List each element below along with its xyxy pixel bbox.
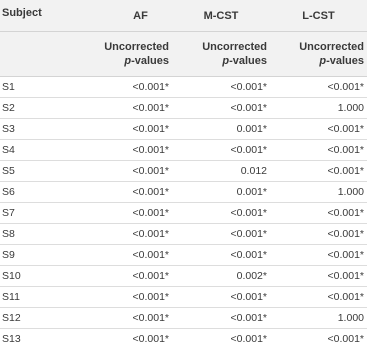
table-header [0, 0, 367, 77]
cell-subject: S11 [0, 287, 79, 308]
cell-mcst: <0.001* [172, 245, 270, 266]
cell-lcst: <0.001* [270, 119, 367, 140]
cell-af: <0.001* [79, 287, 172, 308]
cell-subject: S3 [0, 119, 79, 140]
cell-lcst: 1.000 [270, 308, 367, 329]
cell-af: <0.001* [79, 329, 172, 349]
cell-af: <0.001* [79, 119, 172, 140]
subheader-blank [0, 32, 79, 77]
subheader-rest: -values [326, 55, 364, 67]
cell-subject: S6 [0, 182, 79, 203]
cell-mcst: <0.001* [172, 77, 270, 98]
cell-mcst: 0.001* [172, 119, 270, 140]
subheader-line1: Uncorrected [202, 41, 267, 53]
subheader-p: p [222, 55, 229, 67]
cell-mcst: <0.001* [172, 308, 270, 329]
subheader-row [0, 32, 367, 77]
table-row [0, 266, 367, 287]
cell-af: <0.001* [79, 224, 172, 245]
table-row [0, 245, 367, 266]
cell-subject: S1 [0, 77, 79, 98]
cell-subject: S7 [0, 203, 79, 224]
cell-af: <0.001* [79, 182, 172, 203]
subheader-mcst [172, 32, 270, 77]
cell-af: <0.001* [79, 161, 172, 182]
cell-mcst: <0.001* [172, 224, 270, 245]
subheader-af [79, 32, 172, 77]
subheader-p: p [319, 55, 326, 67]
subheader-rest: -values [229, 55, 267, 67]
subheader-line1: Uncorrected [104, 41, 169, 53]
cell-subject: S4 [0, 140, 79, 161]
cell-subject: S13 [0, 329, 79, 349]
table-row [0, 308, 367, 329]
table-row [0, 140, 367, 161]
header-mcst: M-CST [172, 0, 270, 32]
cell-subject: S12 [0, 308, 79, 329]
cell-subject: S10 [0, 266, 79, 287]
cell-lcst: <0.001* [270, 329, 367, 349]
table-row [0, 203, 367, 224]
cell-lcst: <0.001* [270, 77, 367, 98]
cell-lcst: <0.001* [270, 266, 367, 287]
cell-af: <0.001* [79, 245, 172, 266]
cell-lcst: 1.000 [270, 98, 367, 119]
subheader-p: p [124, 55, 131, 67]
cell-af: <0.001* [79, 77, 172, 98]
cell-lcst: <0.001* [270, 245, 367, 266]
cell-af: <0.001* [79, 308, 172, 329]
cell-mcst: <0.001* [172, 329, 270, 349]
cell-lcst: 1.000 [270, 182, 367, 203]
cell-subject: S5 [0, 161, 79, 182]
cell-lcst: <0.001* [270, 161, 367, 182]
cell-mcst: <0.001* [172, 140, 270, 161]
table-row [0, 119, 367, 140]
table-row [0, 182, 367, 203]
cell-lcst: <0.001* [270, 224, 367, 245]
cell-mcst: 0.002* [172, 266, 270, 287]
table-body [0, 77, 367, 349]
cell-af: <0.001* [79, 203, 172, 224]
cell-mcst: 0.012 [172, 161, 270, 182]
table-row [0, 98, 367, 119]
subheader-lcst [270, 32, 367, 77]
cell-subject: S2 [0, 98, 79, 119]
subheader-rest: -values [131, 55, 169, 67]
cell-af: <0.001* [79, 266, 172, 287]
cell-mcst: <0.001* [172, 203, 270, 224]
table-row [0, 77, 367, 98]
table-row [0, 224, 367, 245]
header-subject: Subject [0, 0, 79, 32]
cell-lcst: <0.001* [270, 140, 367, 161]
cell-mcst: <0.001* [172, 98, 270, 119]
cell-mcst: 0.001* [172, 182, 270, 203]
table-row [0, 329, 367, 349]
table-row [0, 161, 367, 182]
cell-lcst: <0.001* [270, 203, 367, 224]
header-lcst: L-CST [270, 0, 367, 32]
cell-af: <0.001* [79, 98, 172, 119]
cell-subject: S9 [0, 245, 79, 266]
subheader-line1: Uncorrected [299, 41, 364, 53]
cell-lcst: <0.001* [270, 287, 367, 308]
cell-af: <0.001* [79, 140, 172, 161]
header-af: AF [79, 0, 172, 32]
cell-subject: S8 [0, 224, 79, 245]
header-row [0, 0, 367, 32]
cell-mcst: <0.001* [172, 287, 270, 308]
table-row [0, 287, 367, 308]
